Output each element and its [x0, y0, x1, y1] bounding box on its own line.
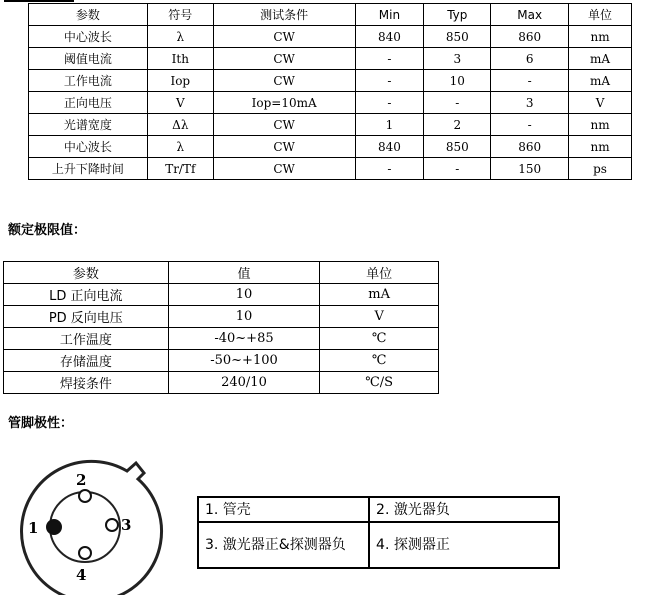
pin-1-dot	[47, 520, 61, 534]
char-header-row	[29, 4, 632, 26]
rating-row	[4, 328, 439, 350]
char-cell: Tr/Tf	[147, 158, 213, 180]
rating-header-row	[4, 262, 439, 284]
char-row	[29, 70, 632, 92]
char-cell: CW	[213, 70, 355, 92]
char-row	[29, 136, 632, 158]
char-cell: 850	[424, 136, 491, 158]
rating-cell: 焊接条件	[4, 372, 169, 394]
char-cell: 850	[424, 26, 491, 48]
char-cell: nm	[569, 114, 632, 136]
char-cell: 10	[424, 70, 491, 92]
char-cell: CW	[213, 158, 355, 180]
char-cell: λ	[147, 136, 213, 158]
rating-header-cell: 值	[168, 262, 320, 284]
char-cell: 工作电流	[29, 70, 148, 92]
rating-cell: 存储温度	[4, 350, 169, 372]
char-header-cell: Min	[355, 4, 424, 26]
char-cell: V	[569, 92, 632, 114]
pin-cell-2: 2. 激光器负	[369, 497, 559, 522]
char-cell: -	[424, 92, 491, 114]
package-outline	[22, 461, 162, 595]
char-header-cell: 单位	[569, 4, 632, 26]
rating-cell: -50~+100	[168, 350, 320, 372]
pin-cell-1: 1. 管壳	[198, 497, 369, 522]
pin-assignment-table	[197, 496, 560, 569]
characteristics-table	[28, 3, 632, 180]
char-cell: -	[355, 92, 424, 114]
pin-4-dot	[79, 547, 91, 559]
rating-cell: 10	[168, 306, 320, 328]
rating-cell: ℃	[320, 328, 439, 350]
char-cell: CW	[213, 136, 355, 158]
char-header-cell: 参数	[29, 4, 148, 26]
rating-cell: ℃/S	[320, 372, 439, 394]
rating-cell: V	[320, 306, 439, 328]
char-header-cell: Max	[491, 4, 569, 26]
pin-cell-4: 4. 探测器正	[369, 522, 559, 568]
rating-cell: -40~+85	[168, 328, 320, 350]
char-cell: 1	[355, 114, 424, 136]
char-cell: Iop	[147, 70, 213, 92]
pin-1-label: 1	[28, 519, 39, 537]
char-cell: mA	[569, 70, 632, 92]
char-cell: 3	[491, 92, 569, 114]
char-cell: 光谱宽度	[29, 114, 148, 136]
char-cell: Ith	[147, 48, 213, 70]
pin-3-dot	[106, 519, 118, 531]
char-row	[29, 158, 632, 180]
rating-cell: ℃	[320, 350, 439, 372]
char-cell: λ	[147, 26, 213, 48]
char-header-cell: 符号	[147, 4, 213, 26]
pin-diagram	[10, 455, 170, 595]
rating-cell: LD 正向电流	[4, 284, 169, 306]
char-cell: V	[147, 92, 213, 114]
char-cell: 860	[491, 26, 569, 48]
char-cell: 上升下降时间	[29, 158, 148, 180]
ratings-table	[3, 261, 439, 394]
char-row	[29, 92, 632, 114]
pin-polarity-heading: 管脚极性：	[8, 416, 74, 431]
char-cell: -	[424, 158, 491, 180]
pin-cell-3: 3. 激光器正&探测器负	[198, 522, 369, 568]
rating-cell: PD 反向电压	[4, 306, 169, 328]
char-row	[29, 26, 632, 48]
rating-header-cell: 参数	[4, 262, 169, 284]
char-row	[29, 48, 632, 70]
char-cell: 150	[491, 158, 569, 180]
char-cell: nm	[569, 26, 632, 48]
rating-row	[4, 350, 439, 372]
char-cell: Iop=10mA	[213, 92, 355, 114]
rating-cell: 10	[168, 284, 320, 306]
char-cell: CW	[213, 48, 355, 70]
rating-row	[4, 306, 439, 328]
char-cell: CW	[213, 26, 355, 48]
rating-cell: 工作温度	[4, 328, 169, 350]
char-cell: ps	[569, 158, 632, 180]
char-cell: 阈值电流	[29, 48, 148, 70]
char-cell: 中心波长	[29, 136, 148, 158]
char-cell: Δλ	[147, 114, 213, 136]
char-cell: -	[355, 48, 424, 70]
char-cell: 840	[355, 136, 424, 158]
char-header-cell: Typ	[424, 4, 491, 26]
char-header-cell: 测试条件	[213, 4, 355, 26]
rating-header-cell: 单位	[320, 262, 439, 284]
char-cell: -	[491, 70, 569, 92]
pin-3-label: 3	[121, 516, 132, 534]
char-cell: 正向电压	[29, 92, 148, 114]
char-cell: 6	[491, 48, 569, 70]
char-cell: -	[355, 70, 424, 92]
char-cell: mA	[569, 48, 632, 70]
char-cell: 840	[355, 26, 424, 48]
char-cell: 860	[491, 136, 569, 158]
pin-4-label: 4	[76, 566, 87, 584]
rating-cell: 240/10	[168, 372, 320, 394]
char-row	[29, 114, 632, 136]
rating-row	[4, 372, 439, 394]
char-cell: 中心波长	[29, 26, 148, 48]
rating-cell: mA	[320, 284, 439, 306]
char-cell: 3	[424, 48, 491, 70]
rating-row	[4, 284, 439, 306]
pin-2-label: 2	[76, 471, 87, 489]
char-cell: -	[491, 114, 569, 136]
char-cell: nm	[569, 136, 632, 158]
char-cell: -	[355, 158, 424, 180]
ratings-heading: 额定极限值：	[8, 223, 87, 238]
char-cell: 2	[424, 114, 491, 136]
pin-2-dot	[79, 490, 91, 502]
char-cell: CW	[213, 114, 355, 136]
